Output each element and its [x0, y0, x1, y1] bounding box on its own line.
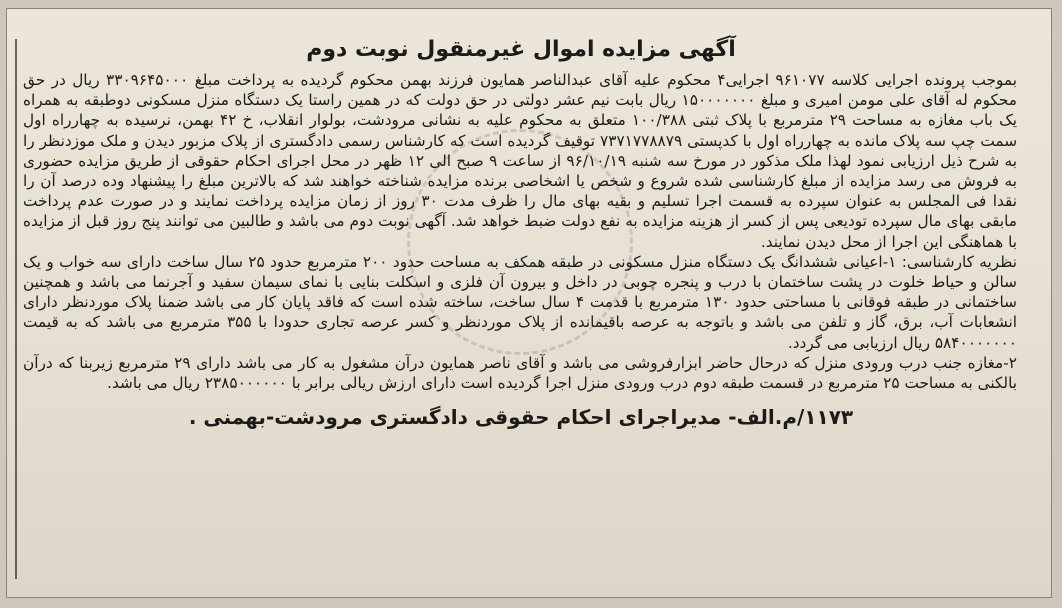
notice-paragraph-main: بموجب پرونده اجرایی کلاسه ۹۶۱۰۷۷ اجرایی۴ محکوم علیه آقای عبدالناصر همایون فرزند بهمن محکوم گردیده به پرداخت مبلغ ۳۳۰۹۶۴۵۰۰۰ ریال در حق محکوم له آقای علی مومن امیری و مبلغ ۱۵۰۰۰۰۰۰۰ ریال بابت نیم عشر دولتی در حق دولت که در همین راستا یک دستگاه منزل مسکونی دوطبقه به همراه یک باب مغازه به مساحت ۲۹ مترمربع با پلاک ثبتی ۱۰۰/۳۸۸ متعلق به محکوم علیه به نشانی مرودشت، بولوار انقلاب، خ ۴۲ بهمن، نرسیده به چهارراه اول سمت چپ سه پلاک مانده به چهارراه اول با کدپستی ۷۳۷۱۷۷۸۸۷۹ توقیف گردیده است که کارشناس رسمی دادگستری از پلاک مزبور دیدن و ملک موزدنظر را به شرح ذیل ارزیابی نمود لهذا ملک مذکور در مورخ سه شنبه ۹۶/۱۰/۱۹ از ساعت ۹ صبح الی ۱۲ ظهر در محل اجرای احکام حقوقی از طریق مزایده حضوری به فروش می رسد مزایده از مبلغ کارشناسی شده شروع و شخص یا اشخاصی برنده مزایده شناخته خواهند شد که بالاترین مبلغ را پیشنهاد وده درصد آن را نقدا فی المجلس به عنوان سپرده به قسمت اجرا تسلیم و بقیه بهای مال را ظرف مدت ۳۰ روز از زمان مزایده پرداخت نمایند و در صورت عدم پرداخت مابقی بهای مال سپرده تودیعی پس از کسر از هزینه مزایده به نفع دولت ضبط خواهد شد. آگهی نوبت دوم می باشد و طالبین می توانند پنج روز قبل از مزایده با هماهنگی این اجرا از محل دیدن نمایند.: [23, 71, 1018, 251]
notice-paragraph-shop: ۲-مغازه جنب درب ورودی منزل که درحال حاضر ابزارفروشی می باشد و آقای ناصر همایون درآن مشغول به کار می باشد دارای ۲۹ مترمربع زیربنا که درآن بالکنی به مساحت ۲۵ مترمربع در قسمت طبقه دوم درب ورودی منزل اجرا گردیده است دارای ارزش ریالی برابر با ۲۳۸۵۰۰۰۰۰۰ ریال می باشد.: [23, 353, 1017, 393]
notice-body: [21, 70, 1021, 393]
column-divider: [15, 39, 17, 579]
auction-notice: [21, 23, 1021, 585]
notice-signature: ۱۱۷۳/م.الف- مدیراجرای احکام حقوقی دادگستری مرودشت-بهمنی .: [188, 405, 854, 430]
newspaper-clipping: [6, 8, 1052, 598]
notice-title: آگهی مزایده اموال غیرمنقول نوبت دوم: [306, 37, 736, 62]
notice-paragraph-appraisal: نظریه کارشناسی: ۱-اعیانی ششدانگ یک دستگاه منزل مسکونی در طبقه همکف به مساحت حدود ۲۰۰ مترمربع حدود ۲۵ سال ساخت دارای سه خواب و یک سالن و حیاط خلوت در پشت ساختمان با درب و پنجره چوبی در داخل و بیرون آن فلزی و اسکلت بنایی با نمای سیمان سفید و آجرنما می باشد و همچنین ساختمانی در طبقه فوقانی با مساحتی حدود ۱۳۰ مترمربع با قدمت ۴ سال ساخت، ساخته شده است که فاقد پایان کار می باشد ضمنا پلاک موردنظر دارای انشعابات آب، برق، گاز و تلفن می باشد و باتوجه به عرصه باقیمانده از پلاک موردنظر و کسر عرصه تجاری حدودا با ۳۵۵ مترمربع می باشد که به قیمت ۵۸۴۰۰۰۰۰۰۰ ریال ارزیابی می گردد.: [23, 252, 1018, 352]
